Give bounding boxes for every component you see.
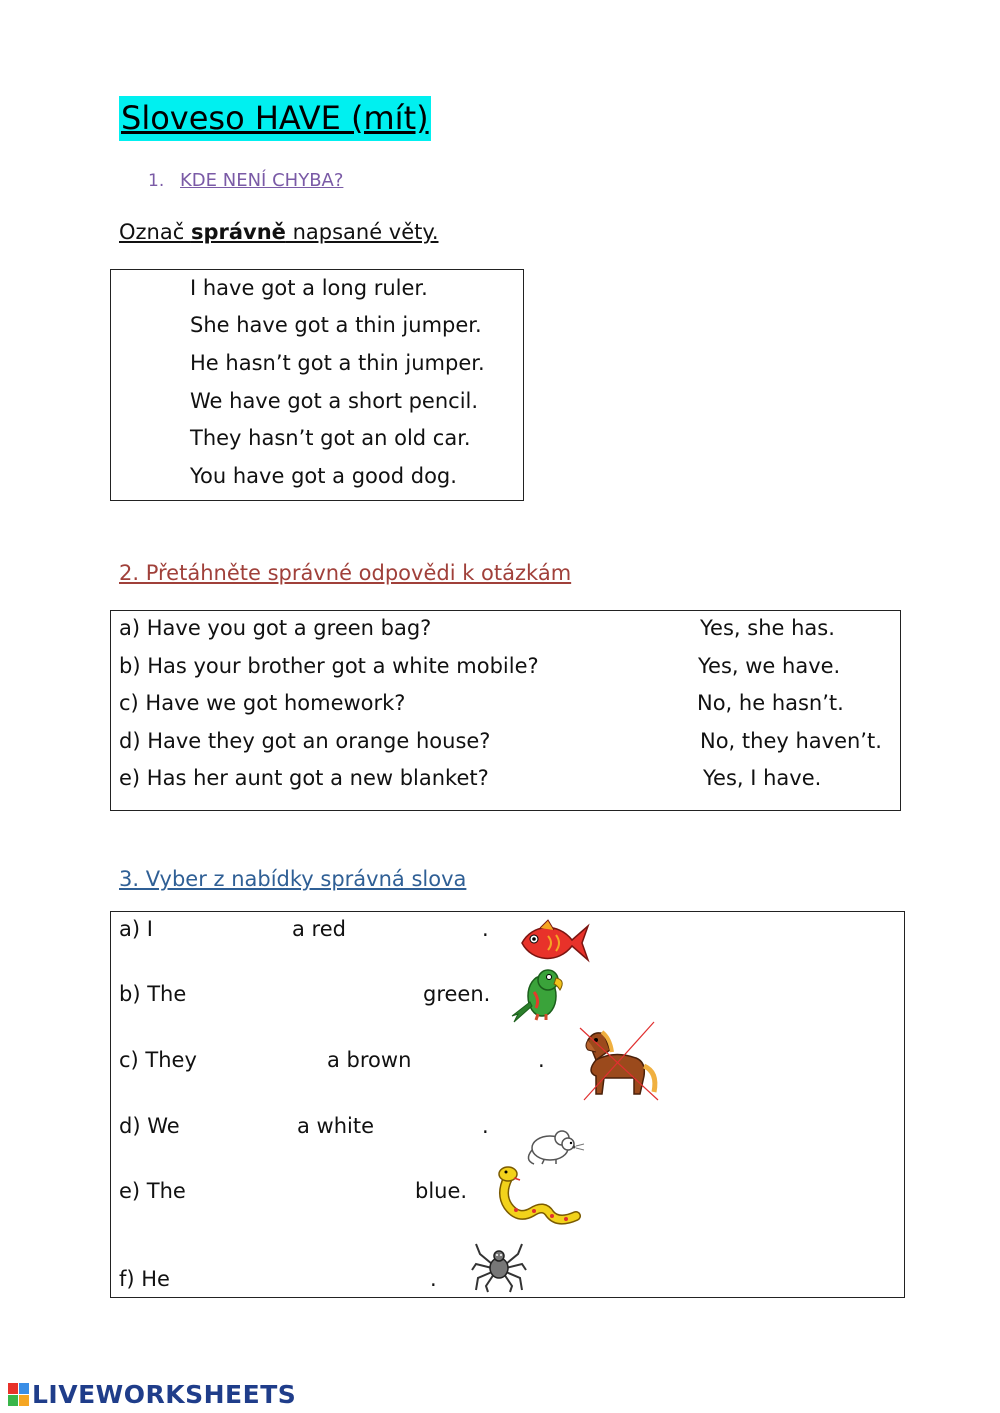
question-item: d) Have they got an orange house? — [119, 729, 491, 753]
sentence-item[interactable]: I have got a long ruler. — [190, 276, 428, 300]
section3-heading: 3. Vyber z nabídky správná slova — [119, 867, 467, 891]
instruction-post: napsané věty. — [285, 220, 439, 244]
page-title: Sloveso HAVE (mít) — [119, 96, 431, 141]
horse-crossed-icon — [574, 1020, 662, 1104]
sentence-item[interactable]: He hasn’t got a thin jumper. — [190, 351, 485, 375]
question-item: a) Have you got a green bag? — [119, 616, 432, 640]
row-label: b) The — [119, 982, 187, 1006]
sentence-item[interactable]: They hasn’t got an old car. — [190, 426, 471, 450]
instruction-bold: správně — [190, 220, 286, 244]
row-end: . — [538, 1048, 545, 1072]
row-end: . — [482, 1114, 489, 1138]
sentence-item[interactable]: We have got a short pencil. — [190, 389, 479, 413]
snake-icon — [490, 1164, 586, 1230]
spider-icon — [470, 1240, 528, 1294]
row-middle: a brown — [327, 1048, 412, 1072]
row-label: f) He — [119, 1267, 170, 1291]
sentence-item[interactable]: You have got a good dog. — [190, 464, 457, 488]
instruction-pre: Označ — [119, 220, 191, 244]
section1-instruction — [119, 220, 439, 244]
row-label: e) The — [119, 1179, 186, 1203]
section2-heading: 2. Přetáhněte správné odpovědi k otázkám — [119, 561, 572, 585]
answer-draggable[interactable]: No, he hasn’t. — [697, 691, 844, 715]
row-label: d) We — [119, 1114, 180, 1138]
row-middle: a red — [292, 917, 346, 941]
row-label: a) I — [119, 917, 153, 941]
row-end: green. — [423, 982, 491, 1006]
answer-draggable[interactable]: Yes, I have. — [703, 766, 822, 790]
question-item: e) Has her aunt got a new blanket? — [119, 766, 489, 790]
logo-blocks-icon — [8, 1383, 30, 1407]
section1-number: 1. — [148, 171, 165, 191]
mouse-icon — [524, 1120, 588, 1168]
row-end: . — [482, 917, 489, 941]
row-label: c) They — [119, 1048, 197, 1072]
sentence-item[interactable]: She have got a thin jumper. — [190, 313, 482, 337]
section1-heading: KDE NENÍ CHYBA? — [180, 170, 344, 191]
logo-text: LIVEWORKSHEETS — [32, 1380, 297, 1409]
fish-icon — [518, 918, 592, 968]
row-middle: a white — [297, 1114, 375, 1138]
answer-draggable[interactable]: Yes, she has. — [700, 616, 835, 640]
parrot-icon — [510, 966, 572, 1026]
row-end: . — [430, 1267, 437, 1291]
row-end: blue. — [415, 1179, 468, 1203]
answer-draggable[interactable]: No, they haven’t. — [700, 729, 882, 753]
question-item: b) Has your brother got a white mobile? — [119, 654, 539, 678]
liveworksheets-logo — [8, 1380, 296, 1409]
question-item: c) Have we got homework? — [119, 691, 406, 715]
answer-draggable[interactable]: Yes, we have. — [698, 654, 841, 678]
